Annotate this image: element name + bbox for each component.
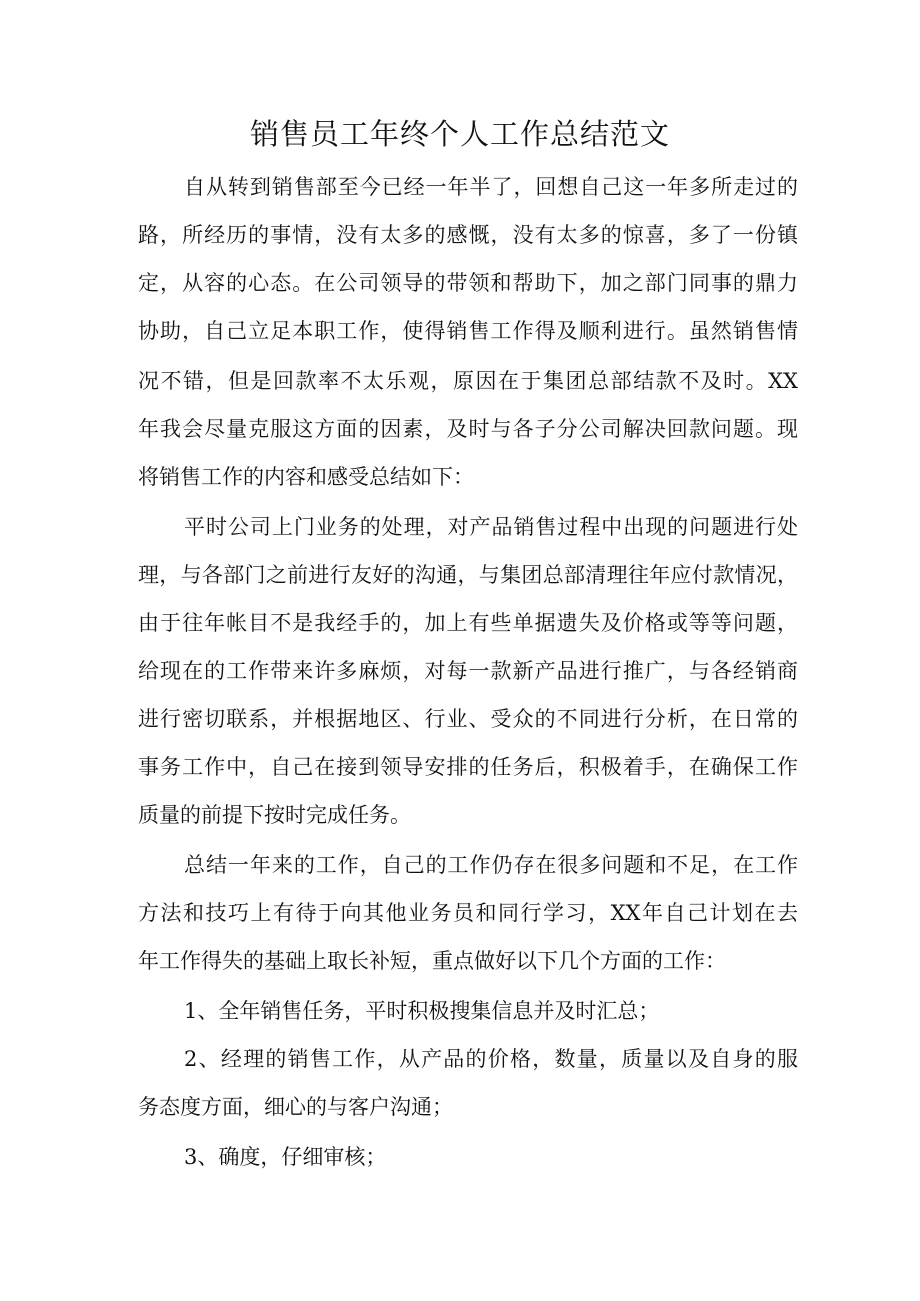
paragraph-2-line-1: 平时公司上门业务的处理，对产品销售过程中出现的问题进行处 <box>184 515 798 539</box>
paragraph-1-line-1: 自从转到销售部至今已经一年半了，回想自己这一年多所走过的 <box>184 175 798 199</box>
paragraph-1-line-7: 将销售工作的内容和感受总结如下： <box>138 465 474 489</box>
paragraph-1-line-2: 路，所经历的事情，没有太多的感慨，没有太多的惊喜，多了一份镇 <box>138 223 798 247</box>
paragraph-1-line-6: 年我会尽量克服这方面的因素，及时与各子分公司解决回款问题。现 <box>138 417 798 441</box>
list-item-2-line-1: 2、经理的销售工作，从产品的价格，数量，质量以及自身的服 <box>184 1047 798 1071</box>
paragraph-3-line-2: 方法和技巧上有待于向其他业务员和同行学习，XX年自己计划在去 <box>138 901 798 925</box>
paragraph-2-line-6: 事务工作中，自己在接到领导安排的任务后，积极着手，在确保工作 <box>138 755 798 779</box>
paragraph-1-line-4: 协助，自己立足本职工作，使得销售工作得及顺利进行。虽然销售情 <box>138 319 798 343</box>
paragraph-2-line-2: 理，与各部门之前进行友好的沟通，与集团总部清理往年应付款情况， <box>138 563 798 587</box>
list-item-3: 3、确度，仔细审核； <box>184 1145 387 1169</box>
paragraph-3-line-3: 年工作得失的基础上取长补短，重点做好以下几个方面的工作： <box>138 949 726 973</box>
list-item-1: 1、全年销售任务，平时积极搜集信息并及时汇总； <box>184 999 660 1023</box>
paragraph-1-line-5: 况不错，但是回款率不太乐观，原因在于集团总部结款不及时。XX <box>138 369 798 393</box>
document-title: 销售员工年终个人工作总结范文 <box>249 117 670 151</box>
paragraph-2-line-3: 由于往年帐目不是我经手的，加上有些单据遗失及价格或等等问题， <box>138 611 798 635</box>
paragraph-2-line-5: 进行密切联系，并根据地区、行业、受众的不同进行分析，在日常的 <box>138 707 798 731</box>
list-item-2-line-2: 务态度方面，细心的与客户沟通； <box>138 1095 453 1119</box>
paragraph-1-line-3: 定，从容的心态。在公司领导的带领和帮助下，加之部门同事的鼎力 <box>138 271 798 295</box>
paragraph-2-line-7: 质量的前提下按时完成任务。 <box>138 803 411 827</box>
paragraph-2-line-4: 给现在的工作带来许多麻烦，对每一款新产品进行推广，与各经销商 <box>138 659 798 683</box>
paragraph-3-line-1: 总结一年来的工作，自己的工作仍存在很多问题和不足，在工作 <box>184 853 798 877</box>
